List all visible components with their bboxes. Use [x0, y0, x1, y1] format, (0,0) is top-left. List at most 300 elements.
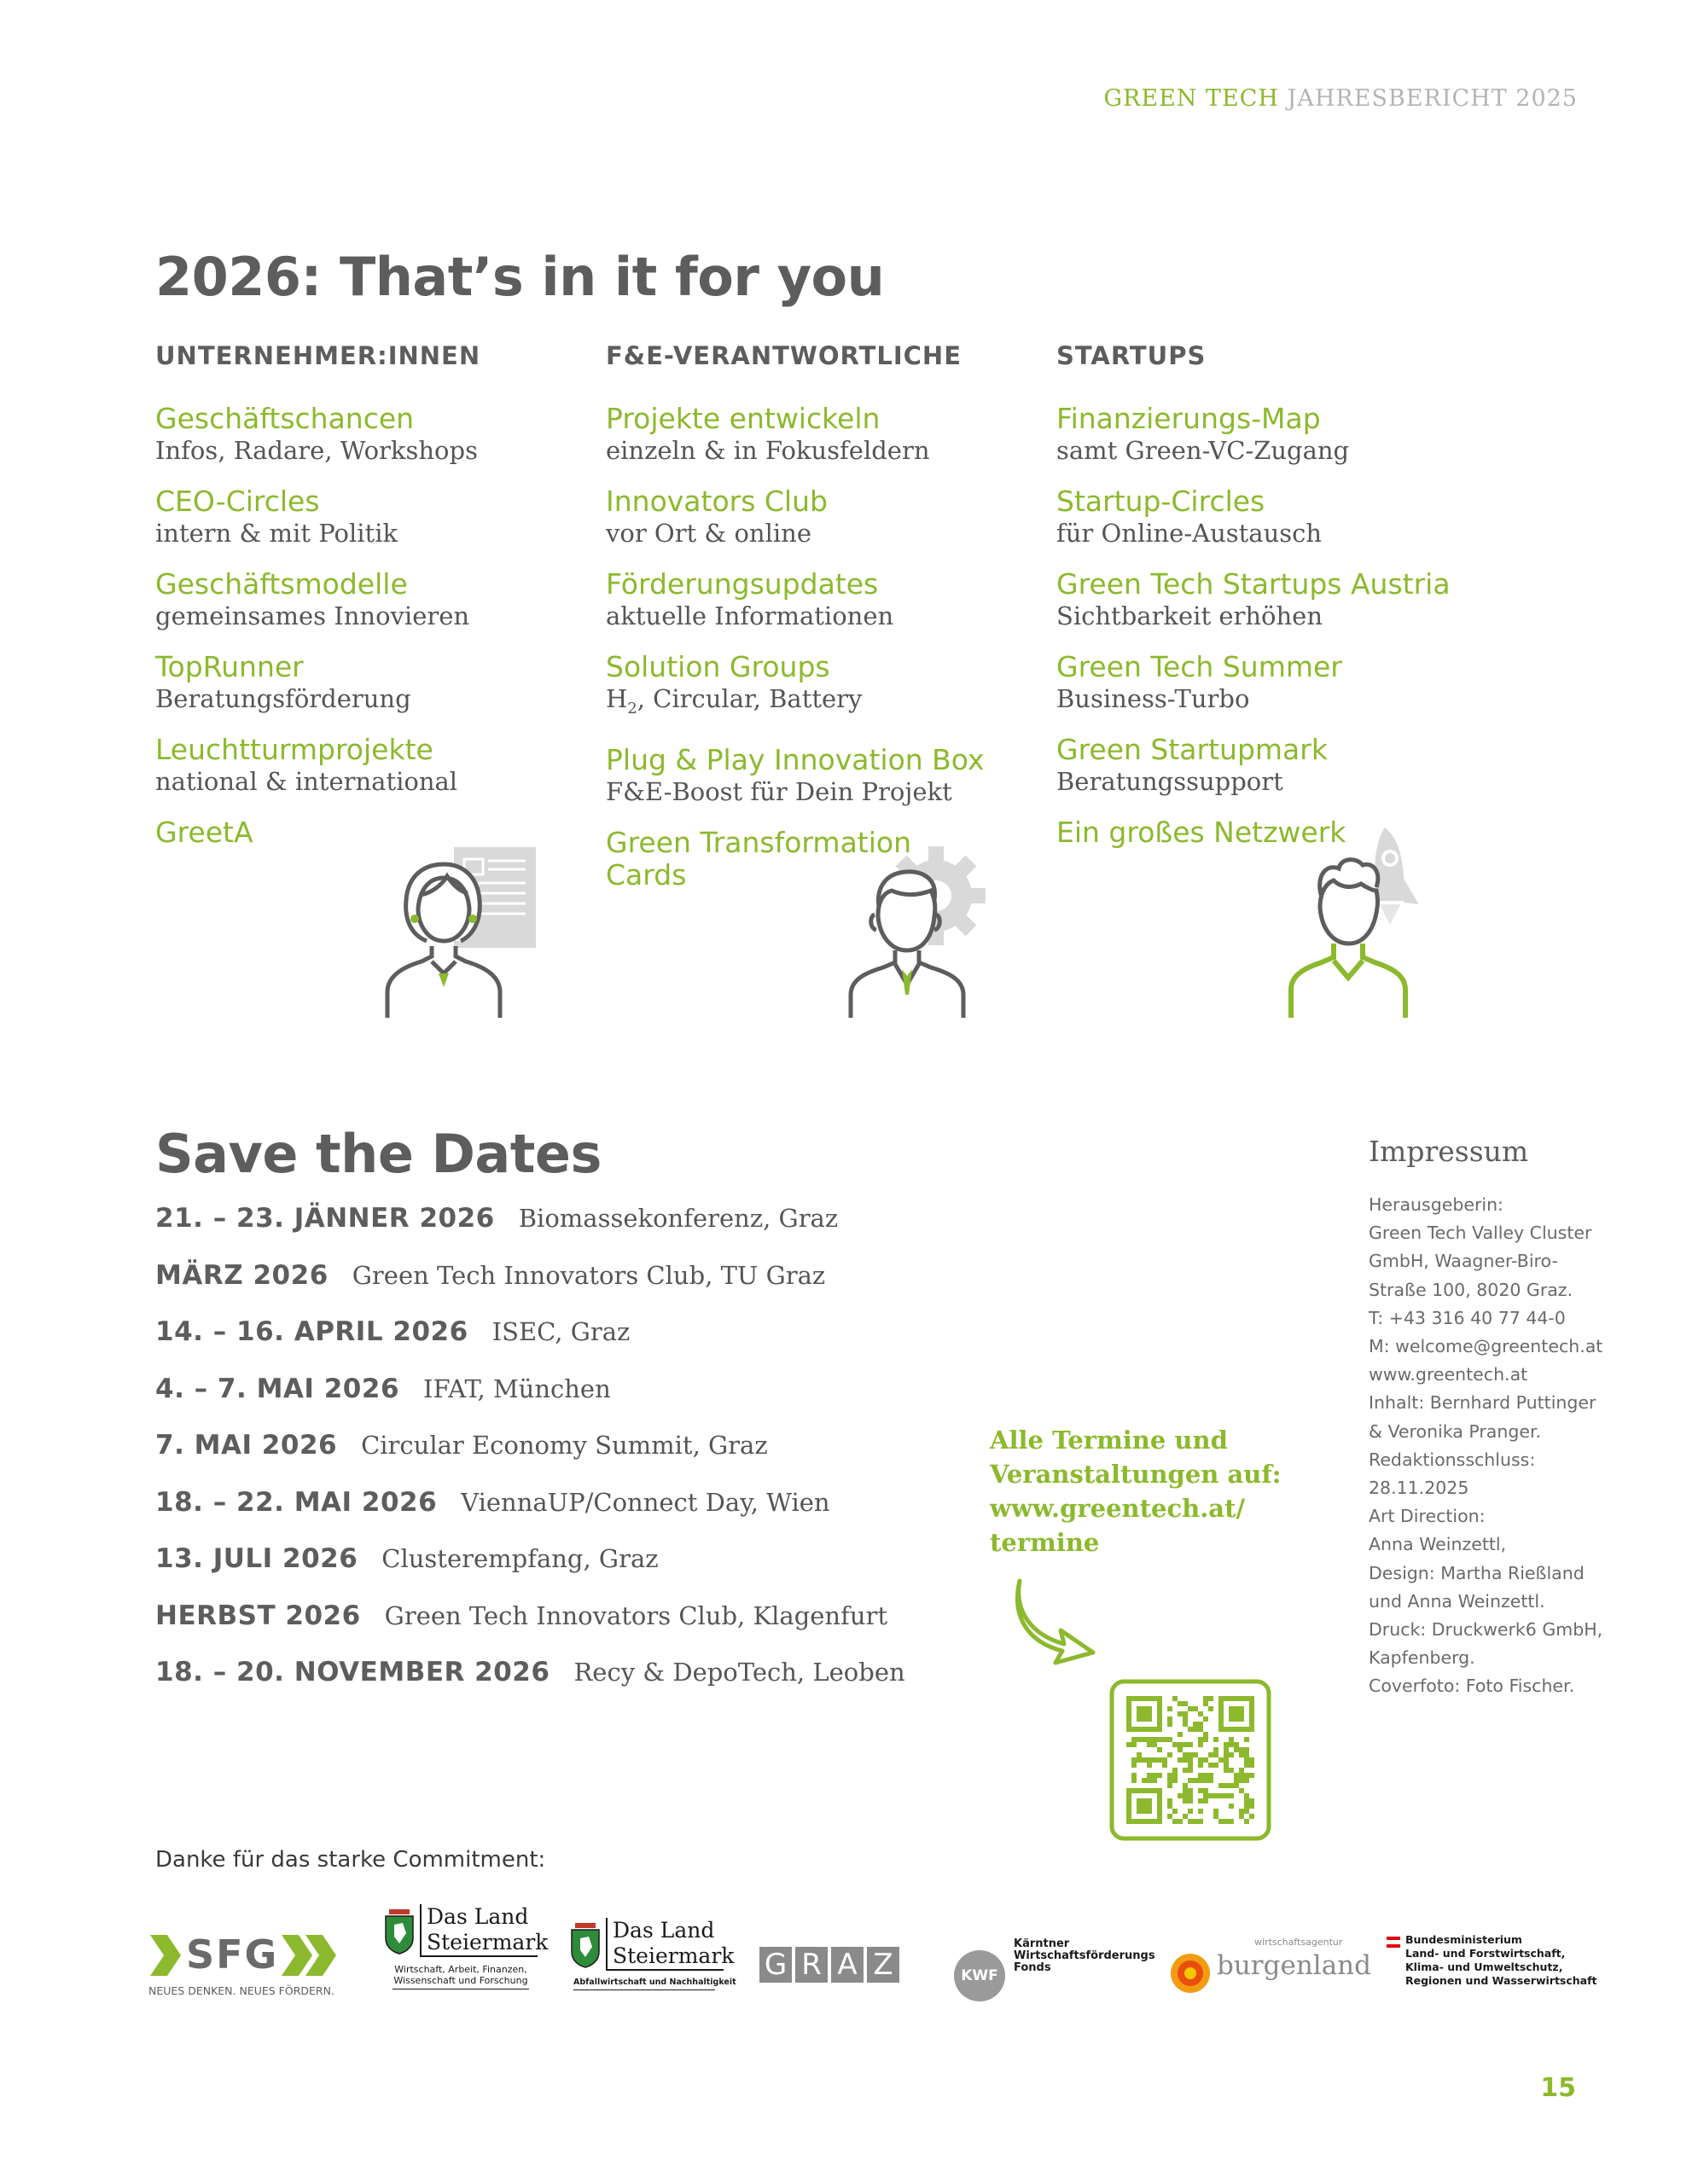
qr-module	[1244, 1793, 1249, 1798]
burgenland-logo	[1169, 1937, 1374, 1996]
impressum-title: Impressum	[1369, 1135, 1529, 1168]
sun-icon	[1169, 1952, 1212, 1995]
item-title: Plug & Play Innovation Box	[606, 742, 985, 776]
qr-module	[1229, 1742, 1234, 1747]
qr-module	[1167, 1737, 1172, 1742]
sfg-name: SFG	[186, 1931, 279, 1978]
impressum-line: 28.11.2025	[1369, 1478, 1469, 1499]
termine-line: Veranstaltungen auf:	[990, 1460, 1282, 1489]
qr-module	[1224, 1763, 1229, 1768]
qr-module	[1249, 1804, 1254, 1809]
kwf-wordmark	[1014, 1938, 1155, 1974]
item-title: Green Tech Summer	[1056, 650, 1342, 683]
qr-module	[1203, 1701, 1208, 1706]
item-subtitle: einzeln & in Fokusfeldern	[606, 436, 930, 465]
kwf-line: Wirtschaftsförderungs	[1014, 1949, 1155, 1962]
item-title: GreetA	[155, 816, 253, 849]
qr-module	[1188, 1763, 1193, 1768]
steiermark-department: Abfallwirtschaft und Nachhaltigkeit	[573, 1978, 715, 1990]
event-date: 14. – 16. APRIL 2026	[155, 1316, 468, 1347]
qr-module	[1218, 1757, 1224, 1763]
item-title: Startup-Circles	[1056, 485, 1265, 518]
qr-module	[1193, 1722, 1198, 1727]
qr-module	[1203, 1737, 1208, 1742]
qr-module	[1244, 1819, 1249, 1824]
ministry-logo	[1387, 1933, 1597, 2001]
header-report: JAHRESBERICHT 2025	[1287, 85, 1578, 112]
qr-module	[1218, 1793, 1224, 1798]
item-subtitle: Beratungssupport	[1056, 767, 1283, 796]
list-item	[606, 485, 1050, 549]
qr-module	[1208, 1773, 1213, 1778]
item-subtitle: national & international	[155, 767, 458, 796]
qr-module	[1183, 1711, 1188, 1716]
item-subtitle: aktuelle Informationen	[606, 601, 894, 630]
impressum-line: Design: Martha Rießland	[1369, 1562, 1585, 1583]
qr-module	[1167, 1716, 1172, 1722]
qr-module	[1147, 1757, 1152, 1763]
qr-module	[1229, 1804, 1234, 1809]
event-date: HERBST 2026	[155, 1600, 361, 1631]
qr-module	[1224, 1783, 1229, 1788]
kwf-line: Kärntner	[1014, 1937, 1070, 1950]
event-date: 13. JULI 2026	[155, 1543, 358, 1574]
qr-module	[1244, 1752, 1249, 1757]
graz-letter: Z	[867, 1947, 899, 1983]
date-row	[155, 1487, 905, 1544]
qr-module	[1142, 1737, 1147, 1742]
qr-module	[1152, 1757, 1157, 1763]
qr-module	[1172, 1696, 1178, 1701]
qr-module	[1147, 1773, 1152, 1778]
qr-module	[1167, 1773, 1172, 1778]
event-name: ISEC, Graz	[491, 1317, 631, 1346]
item-title: CEO-Circles	[155, 485, 320, 518]
qr-module	[1249, 1763, 1254, 1768]
qr-module	[1213, 1747, 1218, 1752]
qr-module	[1137, 1757, 1142, 1763]
qr-module	[1198, 1711, 1203, 1716]
graz-letter: R	[795, 1947, 828, 1983]
qr-module	[1183, 1798, 1188, 1804]
qr-module	[1147, 1737, 1152, 1742]
qr-module	[1208, 1706, 1213, 1711]
qr-module	[1203, 1778, 1208, 1783]
event-name: Clusterempfang, Graz	[381, 1544, 659, 1573]
qr-module	[1249, 1757, 1254, 1763]
list-item	[155, 485, 599, 549]
qr-module	[1183, 1768, 1188, 1773]
qr-module	[1152, 1737, 1157, 1742]
impressum-line: Redaktionsschluss:	[1369, 1449, 1536, 1470]
item-subtitle: Business-Turbo	[1056, 684, 1250, 713]
qr-module	[1229, 1737, 1234, 1742]
kwf-logo	[954, 1935, 1155, 2003]
qr-module	[1249, 1773, 1254, 1778]
qr-module	[1188, 1768, 1193, 1773]
businesswoman-document-icon	[375, 840, 546, 1019]
event-name: IFAT, München	[423, 1374, 611, 1403]
date-row	[155, 1657, 905, 1714]
qr-module	[1198, 1788, 1203, 1793]
qr-module	[1147, 1778, 1152, 1783]
qr-module	[1213, 1793, 1218, 1798]
qr-module	[1157, 1737, 1162, 1742]
qr-code-icon[interactable]	[1109, 1679, 1271, 1841]
qr-module	[1224, 1747, 1229, 1752]
qr-module	[1198, 1773, 1203, 1778]
date-row	[155, 1430, 905, 1487]
event-name: Circular Economy Summit, Graz	[361, 1431, 768, 1460]
save-the-dates-title: Save the Dates	[155, 1123, 602, 1185]
qr-module	[1183, 1752, 1188, 1757]
qr-module	[1218, 1819, 1224, 1824]
wordmark-line: Das Land	[427, 1904, 529, 1929]
ministry-line: Land- und Forstwirtschaft,	[1405, 1947, 1566, 1960]
qr-module	[1188, 1778, 1193, 1783]
qr-module	[1203, 1793, 1208, 1798]
qr-module	[1183, 1788, 1188, 1793]
qr-module	[1234, 1778, 1239, 1783]
qr-module	[1224, 1742, 1229, 1747]
qr-module	[1203, 1757, 1208, 1763]
qr-module	[1162, 1757, 1167, 1763]
qr-module	[1229, 1768, 1234, 1773]
qr-module	[1188, 1742, 1193, 1747]
qr-module	[1229, 1819, 1234, 1824]
list-item	[155, 403, 599, 466]
impressum-body	[1369, 1191, 1642, 1701]
impressum-line: Green Tech Valley Cluster	[1369, 1223, 1592, 1244]
qr-module	[1183, 1701, 1188, 1706]
qr-module	[1126, 1742, 1131, 1747]
dates-list	[155, 1203, 905, 1714]
qr-module	[1224, 1793, 1229, 1798]
qr-module	[1239, 1809, 1244, 1814]
event-date: 18. – 22. MAI 2026	[155, 1486, 438, 1518]
qr-module	[1208, 1763, 1213, 1768]
qr-module	[1203, 1773, 1208, 1778]
qr-module	[1172, 1742, 1178, 1747]
graz-letter: G	[759, 1947, 792, 1983]
item-title: Innovators Club	[606, 485, 828, 518]
qr-module	[1193, 1727, 1198, 1732]
qr-module	[1203, 1788, 1208, 1793]
steiermark-wordmark	[420, 1904, 549, 1957]
qr-module	[1234, 1747, 1239, 1752]
item-subtitle	[606, 683, 1050, 724]
termine-link-text[interactable]	[990, 1423, 1297, 1560]
list-item	[606, 568, 1050, 631]
qr-module	[1239, 1778, 1244, 1783]
qr-module	[1167, 1722, 1172, 1727]
column-entrepreneurs	[155, 341, 599, 868]
qr-module	[1203, 1732, 1208, 1737]
sponsors-thanks: Danke für das starke Commitment:	[155, 1847, 546, 1873]
qr-module	[1167, 1706, 1172, 1711]
qr-module	[1188, 1752, 1193, 1757]
curved-arrow-icon	[1011, 1574, 1105, 1668]
qr-module	[1178, 1701, 1183, 1706]
item-subtitle: gemeinsames Innovieren	[155, 601, 470, 630]
qr-module	[1239, 1752, 1244, 1757]
column-heading: UNTERNEHMER:INNEN	[155, 341, 481, 370]
list-item	[1056, 485, 1500, 549]
item-title: Finanzierungs-Map	[1056, 402, 1321, 435]
header-brand: GREEN TECH	[1103, 85, 1279, 112]
item-title: Solution Groups	[606, 650, 830, 683]
qr-module	[1193, 1819, 1198, 1824]
item-subtitle: Sichtbarkeit erhöhen	[1056, 601, 1323, 630]
qr-module	[1188, 1706, 1193, 1711]
steiermark-logo-economy	[384, 1904, 549, 2000]
qr-module	[1172, 1773, 1178, 1778]
steiermark-crest-icon	[570, 1921, 601, 1969]
list-item	[155, 651, 599, 714]
impressum-line: Art Direction:	[1369, 1506, 1486, 1527]
event-date: 4. – 7. MAI 2026	[155, 1373, 400, 1404]
list-item	[1056, 568, 1500, 631]
qr-module	[1178, 1732, 1183, 1737]
item-subtitle: Beratungsförderung	[155, 684, 411, 713]
qr-module	[1213, 1737, 1218, 1742]
graz-letter: A	[831, 1947, 864, 1983]
qr-module	[1157, 1773, 1162, 1778]
wordmark-line: Steiermark	[613, 1943, 735, 1968]
qr-module	[1167, 1778, 1172, 1783]
item-title: Projekte entwickeln	[606, 402, 881, 435]
department-line: Wirtschaft, Arbeit, Finanzen,	[394, 1964, 527, 1975]
qr-module	[1239, 1747, 1244, 1752]
sfg-tagline: NEUES DENKEN. NEUES FÖRDERN.	[148, 1984, 334, 1997]
column-rnd	[606, 341, 1050, 911]
qr-module	[1131, 1742, 1137, 1747]
qr-module	[1234, 1742, 1239, 1747]
qr-module	[1167, 1783, 1172, 1788]
event-name: Green Tech Innovators Club, TU Graz	[352, 1260, 826, 1290]
wordmark-line: Das Land	[613, 1918, 715, 1943]
qr-module	[1249, 1814, 1254, 1819]
item-subtitle: vor Ort & online	[606, 519, 811, 548]
qr-module	[1131, 1737, 1137, 1742]
founder-rocket-icon	[1284, 819, 1438, 1019]
column-heading: F&E-VERANTWORTLICHE	[606, 341, 962, 370]
qr-module	[1249, 1798, 1254, 1804]
qr-module	[1147, 1763, 1152, 1768]
qr-module	[1152, 1773, 1157, 1778]
date-row	[155, 1203, 905, 1260]
qr-module	[1224, 1757, 1229, 1763]
impressum-line: Coverfoto: Foto Fischer.	[1369, 1676, 1575, 1697]
list-item	[606, 744, 1050, 807]
date-row	[155, 1600, 905, 1658]
qr-module	[1178, 1711, 1183, 1716]
date-row	[155, 1316, 905, 1374]
impressum-line: Straße 100, 8020 Graz.	[1369, 1279, 1573, 1300]
qr-module	[1239, 1788, 1244, 1793]
termine-line: Alle Termine und	[990, 1426, 1228, 1455]
qr-module	[1203, 1716, 1208, 1722]
qr-module	[1178, 1793, 1183, 1798]
impressum-line: & Veronika Pranger.	[1369, 1420, 1542, 1442]
qr-module	[1178, 1819, 1183, 1824]
event-date: 21. – 23. JÄNNER 2026	[155, 1203, 495, 1234]
qr-module	[1162, 1763, 1167, 1768]
qr-module	[1229, 1793, 1234, 1798]
item-subtitle: intern & mit Politik	[155, 519, 398, 548]
item-title: Geschäftsmodelle	[155, 567, 408, 601]
burgenland-name: burgenland	[1217, 1950, 1371, 1981]
kwf-mark: KWF	[954, 1950, 1005, 2001]
qr-module	[1183, 1722, 1188, 1727]
ministry-line: Regionen und Wasserwirtschaft	[1405, 1974, 1597, 1987]
qr-module	[1213, 1814, 1218, 1819]
qr-module	[1172, 1778, 1178, 1783]
qr-module	[1157, 1757, 1162, 1763]
list-item	[1056, 403, 1500, 466]
qr-module	[1131, 1778, 1137, 1783]
impressum-line: Druck: Druckwerk6 GmbH,	[1369, 1619, 1603, 1641]
impressum-line: und Anna Weinzettl.	[1369, 1590, 1545, 1612]
qr-module	[1183, 1783, 1188, 1788]
qr-module	[1188, 1798, 1193, 1804]
qr-module	[1224, 1752, 1229, 1757]
qr-module	[1208, 1696, 1213, 1701]
qr-finder	[1137, 1798, 1152, 1814]
qr-module	[1234, 1783, 1239, 1788]
qr-module	[1198, 1742, 1203, 1747]
qr-module	[1198, 1727, 1203, 1732]
event-name: Recy & DepoTech, Leoben	[573, 1658, 905, 1687]
column-heading: STARTUPS	[1056, 341, 1207, 370]
qr-module	[1183, 1757, 1188, 1763]
department-line: Wissenschaft und Forschung	[393, 1975, 528, 1986]
qr-module	[1188, 1793, 1193, 1798]
item-title: Geschäftschancen	[155, 402, 415, 435]
date-row	[155, 1543, 905, 1600]
list-item	[155, 568, 599, 631]
qr-module	[1157, 1747, 1162, 1752]
list-item	[606, 651, 1050, 724]
event-name: Biomassekonferenz, Graz	[518, 1204, 839, 1233]
qr-module	[1193, 1706, 1198, 1711]
qr-module	[1183, 1793, 1188, 1798]
qr-module	[1244, 1773, 1249, 1778]
event-name: Green Tech Innovators Club, Klagenfurt	[384, 1600, 888, 1630]
qr-module	[1152, 1742, 1157, 1747]
qr-module	[1203, 1798, 1208, 1804]
qr-module	[1183, 1716, 1188, 1722]
qr-module	[1198, 1737, 1203, 1742]
qr-module	[1137, 1737, 1142, 1742]
steiermark-logo-waste	[570, 1918, 736, 2003]
qr-finder	[1137, 1706, 1152, 1722]
list-item	[1056, 651, 1500, 714]
impressum-line: M: welcome@greentech.at	[1369, 1336, 1603, 1357]
termine-line: termine	[990, 1528, 1100, 1557]
wordmark-line: Steiermark	[427, 1930, 549, 1955]
qr-module	[1178, 1747, 1183, 1752]
qr-module	[1198, 1757, 1203, 1763]
event-date: MÄRZ 2026	[155, 1259, 329, 1291]
item-title: Leuchtturmprojekte	[155, 733, 433, 766]
qr-module	[1142, 1757, 1147, 1763]
page-number: 15	[1540, 2073, 1576, 2103]
qr-module	[1213, 1752, 1218, 1757]
qr-module	[1244, 1757, 1249, 1763]
qr-module	[1244, 1737, 1249, 1742]
qr-module	[1172, 1819, 1178, 1824]
qr-module	[1147, 1742, 1152, 1747]
qr-module	[1167, 1798, 1172, 1804]
qr-module	[1131, 1763, 1137, 1768]
qr-module	[1244, 1747, 1249, 1752]
qr-module	[1244, 1809, 1249, 1814]
sfg-logo	[147, 1930, 352, 1998]
impressum-line: Anna Weinzettl,	[1369, 1534, 1507, 1555]
date-row	[155, 1260, 905, 1317]
h2-symbol: H	[606, 684, 628, 713]
qr-module	[1239, 1773, 1244, 1778]
researcher-gear-icon	[840, 845, 1003, 1019]
qr-module	[1142, 1778, 1147, 1783]
qr-module	[1178, 1757, 1183, 1763]
item-title: Förderungsupdates	[606, 567, 879, 601]
item-title: Ein großes Netzwerk	[1056, 816, 1346, 849]
qr-module	[1198, 1722, 1203, 1727]
item-subtitle: samt Green-VC-Zugang	[1056, 436, 1350, 465]
event-name: ViennaUP/Connect Day, Wien	[461, 1487, 830, 1517]
qr-module	[1213, 1763, 1218, 1768]
steiermark-crest-icon	[384, 1908, 415, 1955]
item-subtitle: F&E-Boost für Dein Projekt	[606, 776, 952, 806]
qr-module	[1224, 1819, 1229, 1824]
qr-module	[1137, 1752, 1142, 1757]
impressum-line: Herausgeberin:	[1369, 1194, 1503, 1215]
austria-flag-icon	[1387, 1937, 1400, 1949]
qr-module	[1244, 1798, 1249, 1804]
qr-module	[1188, 1757, 1193, 1763]
qr-module	[1239, 1768, 1244, 1773]
qr-module	[1229, 1752, 1234, 1757]
ministry-line: Klima- und Umweltschutz,	[1405, 1960, 1563, 1973]
impressum-line: T: +43 316 40 77 44-0	[1369, 1307, 1566, 1328]
qr-module	[1162, 1737, 1167, 1742]
qr-module	[1167, 1814, 1172, 1819]
qr-module	[1229, 1783, 1234, 1788]
list-item	[606, 403, 1050, 466]
item-title: Green Transformation Cards	[606, 825, 912, 892]
qr-module	[1198, 1763, 1203, 1768]
item-subtitle: für Online-Austausch	[1056, 519, 1323, 548]
list-item	[1056, 734, 1500, 797]
qr-module	[1183, 1742, 1188, 1747]
qr-finder	[1229, 1706, 1244, 1722]
graz-logo	[759, 1947, 899, 1983]
ministry-wordmark	[1405, 1933, 1597, 1988]
report-header	[1103, 85, 1578, 112]
qr-module	[1239, 1814, 1244, 1819]
qr-module	[1172, 1809, 1178, 1814]
qr-module	[1193, 1778, 1198, 1783]
qr-module	[1208, 1793, 1213, 1798]
qr-module	[1172, 1768, 1178, 1773]
burgenland-agency: wirtschaftsagentur	[1254, 1937, 1343, 1948]
qr-module	[1131, 1757, 1137, 1763]
impressum-line: GmbH, Waagner-Biro-	[1369, 1251, 1558, 1272]
event-date: 18. – 20. NOVEMBER 2026	[155, 1657, 550, 1687]
termine-line: www.greentech.at/	[990, 1494, 1246, 1523]
